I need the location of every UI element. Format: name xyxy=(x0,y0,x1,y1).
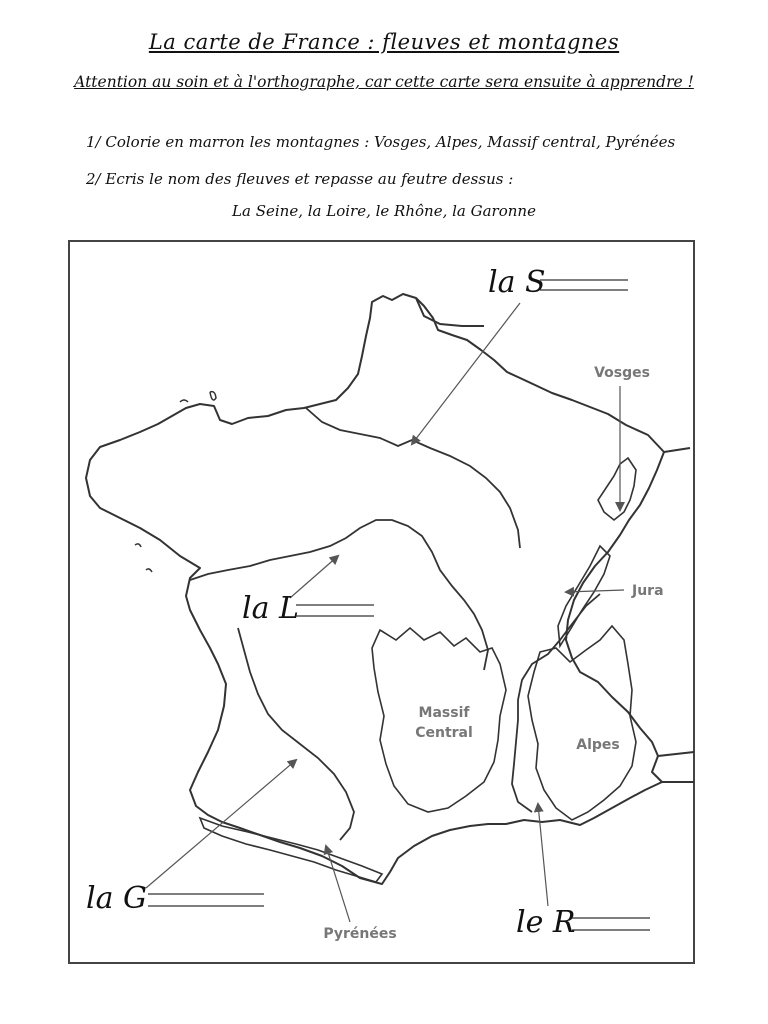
alpes-relief xyxy=(528,626,636,820)
label-seine: la S xyxy=(488,265,546,300)
instruction-2: 2/ Ecris le nom des fleuves et repasse au feutre dessus : xyxy=(86,170,514,188)
label-massif-2: Central xyxy=(415,725,473,741)
page-subtitle: Attention au soin et à l'orthographe, car cette carte sera ensuite à apprendre ! xyxy=(74,73,694,91)
label-massif-1: Massif xyxy=(418,705,470,721)
label-pyrenees: Pyrénées xyxy=(323,926,397,942)
france-outline xyxy=(86,294,664,884)
page-title: La carte de France : fleuves et montagnes xyxy=(148,30,620,54)
label-jura: Jura xyxy=(632,583,664,599)
arrow-rhone xyxy=(538,804,548,906)
writing-lines xyxy=(148,280,650,930)
vosges-relief xyxy=(598,458,636,520)
river-seine xyxy=(306,408,520,548)
river-rhone xyxy=(512,594,600,812)
label-rhone: le R xyxy=(516,905,576,940)
arrow-seine xyxy=(412,303,520,444)
instruction-1: 1/ Colorie en marron les montagnes : Vosges, Alpes, Massif central, Pyrénées xyxy=(86,133,676,151)
pyrenees-relief xyxy=(200,818,382,882)
river-loire xyxy=(190,520,488,670)
label-vosges: Vosges xyxy=(594,365,650,381)
arrow-garonne xyxy=(146,760,296,888)
river-garonne xyxy=(238,628,354,840)
rivers-list: La Seine, la Loire, le Rhône, la Garonne xyxy=(232,202,536,220)
label-alpes: Alpes xyxy=(576,737,620,753)
label-garonne: la G xyxy=(86,881,147,916)
label-loire: la L xyxy=(242,591,299,626)
